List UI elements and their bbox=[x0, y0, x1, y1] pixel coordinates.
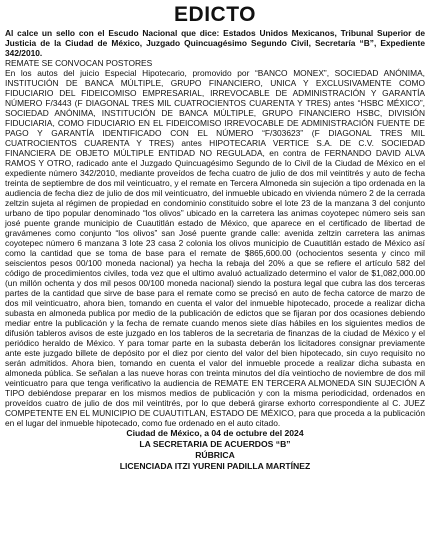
signature-block bbox=[5, 428, 425, 472]
notice-body: En los autos del juicio Especial Hipotecario, promovido por “BANCO MONEX”, SOCIEDAD ANÓNIMA, INSTITUCIÓN DE BANCA MÚLTIPLE, GRUPO FINANCIERO, UNICA Y EXCLUSIVAMENTE COMO FIDUCIARIO DEL FIDEICOMISO EMPRESARIAL, IRREVOCABLE DE ADMINISTRACIÓN Y GARANTÍA NÚMERO F/3443 (F DIAGONAL TRES MIL CUATROCIENTOS CUARENTA Y TRES) antes “HSBC MÉXICO”, SOCIEDAD ANÓNIMA, INSTITUCIÓN DE BANCA MÚLTIPLE, GRUPO FINANCIERO HSBC, DIVISIÓN FIDUCIARIA, COMO FIDUCIARIO EN EL FIDEICOMISO IRREVOCABLE DE ADMINISTRACIÓN FUENTE DE PAGO Y GARANTÍA IDENTIFICADO CON EL NÚMERO “F/303623” (F DIAGONAL TRES MIL CUATROCIENTOS CUARENTA Y TRES) antes HIPOTECARIA VERTICE S.A. DE C.V. SOCIEDAD FINANCIERA DE OBJETO MÚLTIPLE ENTIDAD NO REGULADA, en contra de FERNANDO DAVID ALVA RAMOS Y OTRO, radicado ante el Juzgado Quincuagésimo Segundo de lo Civil de la Ciudad de México en el expediente número 342/2010, mediante proveídos de fecha cuatro de julio de dos mil veintitrés y auto de fecha treinta de septiembre de dos mil veinticuatro, y el remate en Tercera Almoneda sin sujeción a tipo ordenada en la audiencia de fecha diez de julio de dos mil veinticuatro, del inmueble ubicado en vivienda número 2 de la cerrada zeltzin sujeta al régimen de propiedad en condominio constituido sobre el lote 23 de la manzana 3 del conjunto urbano de tipo popular denominado “los olivos” ubicado en la carretera las animas coyotepec número seis san josé puente grande municipio de Cuautitlán estado de México, que aparece en el certificado de libertad de gravámenes como conjunto “los olivos” san José puente grande calle: avenida zeltzin carretera las animas coyotepec número 6 manzana 3 lote 23 casa 2 colonia los olivos municipio de Cuautitlán estado de México así como la cantidad que se toma de base para el remate de $865,600.00 (ochocientos sesenta y cinco mil seiscientos pesos 00/100 moneda nacional) ya hecha la rebaja del 20% a que se refiere el artículo 582 del código de procedimientos civiles, toda vez que el ultimo avaluó actualizado determino el valor de $1,082,000.00 (un millón ochenta y dos mil pesos 00/100 moneda nacional) siendo la postura legal que cubra las dos terceras partes de la cantidad que sirve de base para el remate como se precisó en auto de fecha catorce de marzo de dos mil veinticuatro, ahora bien, tomando en cuenta el valor del inmueble hipotecado, procede a realizar dicha subasta en almoneda publica por medio de la publicación de edictos que se fijaran por dos ocasiones debiendo mediar entre la publicación y la fecha de remate cuando menos siete días hábiles en los siguientes medios de difusión tableros avisos de este juzgado en los tableros de la secretaria de finanzas de la ciudad de México y el periódico heraldo de México. Y para tomar parte en la subasta deberán los licitadores consignar previamente ante este juzgado billete de depósito por el diez por ciento del valor del bien hipotecado, sin cuyo requisito no serán admitidos. Ahora bien, tomando en cuenta el valor del inmueble procede a realizar dicha subasta en almoneda pública. Se señalan a las nueve horas con treinta minutos del día veintiocho de noviembre de dos mil veinticuatro para que tenga verificativo la audiencia de REMATE EN TERCERA ALMONEDA SIN SUJECIÓN A TIPO debiéndose preparar en los mismos medios de publicación y con la misma periodicidad, ordenados en proveídos cuatro de julio de dos mil veintitrés, por lo que deberá girarse exhorto correspondiente al C. JUEZ COMPETENTE EN EL MUNICIPIO DE CUAUTITLAN, ESTADO DE MÉXICO, para que proceda a la publicación en el lugar del inmueble hipotecado, como fue ordenado en el auto citado. bbox=[5, 68, 425, 428]
seal-header: Al calce un sello con el Escudo Nacional que dice: Estados Unidos Mexicanos, Tribunal Superior de Justicia de la Ciudad de México, Juzgado Quincuagésimo Segundo Civil, Secretaría “B”, Expediente 342/2010. bbox=[5, 28, 425, 58]
convocation-line: REMATE SE CONVOCAN POSTORES bbox=[5, 58, 153, 68]
signature-place-date: Ciudad de México, a 04 de octubre del 2024 bbox=[126, 428, 304, 438]
signature-rubric: RÚBRICA bbox=[195, 450, 235, 460]
notice-title: EDICTO bbox=[174, 3, 256, 26]
signature-role: LA SECRETARIA DE ACUERDOS “B” bbox=[139, 439, 291, 449]
signature-name: LICENCIADA ITZI YURENI PADILLA MARTÍNEZ bbox=[119, 461, 311, 471]
